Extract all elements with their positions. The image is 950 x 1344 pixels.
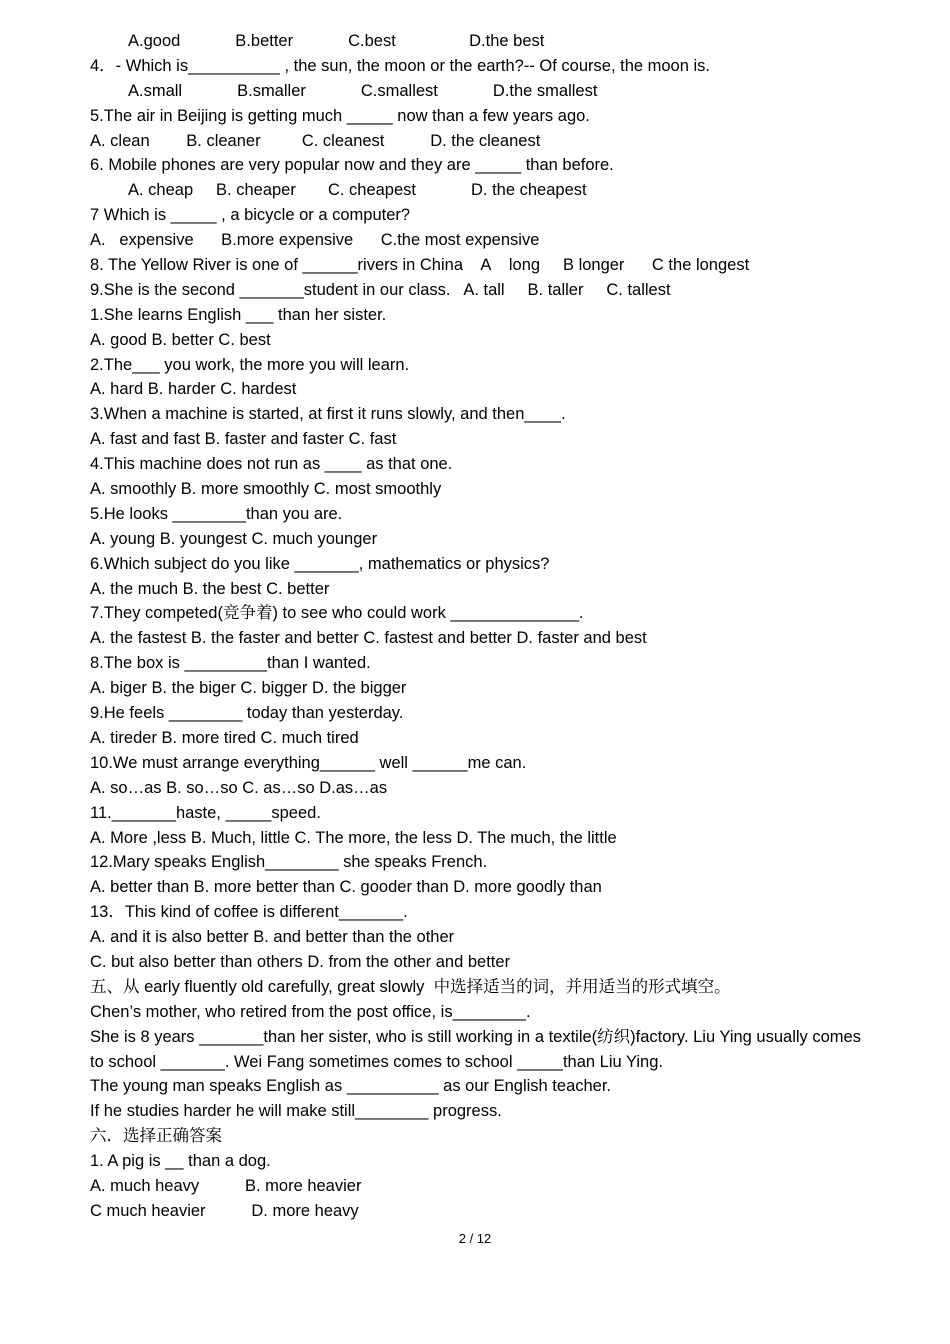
text-line: 6.Which subject do you like _______, mathematics or physics? (90, 554, 550, 573)
text-line: A. smoothly B. more smoothly C. most smoothly (90, 480, 442, 499)
text-line: 7 Which is _____ , a bicycle or a computer? (90, 206, 411, 225)
text-line: 12.Mary speaks English________ she speaks French. (90, 853, 488, 872)
text-line: Chen’s mother, who retired from the post office, is________. (90, 1002, 531, 1021)
text-line: 5.The air in Beijing is getting much _____ now than a few years ago. (90, 106, 590, 125)
text-line: 3.When a machine is started, at first it runs slowly, and then____. (90, 405, 566, 424)
text-line: 8.The box is _________than I wanted. (90, 654, 371, 673)
text-line: 2.The___ you work, the more you will learn. (90, 355, 410, 374)
text-line: A. tireder B. more tired C. much tired (90, 728, 359, 747)
text-line: 1.She learns English ___ than her sister. (90, 305, 387, 324)
text-line: 10.We must arrange everything______ well ______me can. (90, 753, 527, 772)
text-line: 1. A pig is __ than a dog. (90, 1152, 271, 1171)
text-line: A. fast and fast B. faster and faster C. fast (90, 430, 397, 449)
text-line: A. the much B. the best C. better (90, 579, 330, 598)
text-line: 6. Mobile phones are very popular now and they are _____ than before. (90, 156, 614, 175)
text-line: A. better than B. more better than C. gooder than D. more goodly than (90, 878, 602, 897)
text-line: C much heavier D. more heavy (90, 1201, 359, 1220)
text-line: to school _______. Wei Fang sometimes comes to school _____than Liu Ying. (90, 1052, 663, 1071)
text-line: A.small B.smaller C.smallest D.the smallest (128, 81, 598, 100)
text-line: The young man speaks English as __________ as our English teacher. (90, 1077, 612, 1096)
text-line: A. good B. better C. best (90, 330, 271, 349)
text-line: A.good B.better C.best D.the best (128, 32, 545, 50)
text-line: A. young B. youngest C. much younger (90, 529, 378, 548)
text-line: A. cheap B. cheaper C. cheapest D. the cheapest (128, 181, 587, 200)
text-line: 13．This kind of coffee is different_______. (90, 903, 408, 922)
text-line: 7.They competed(竞争着) to see who could work ______________. (90, 604, 584, 623)
text-line: C. but also better than others D. from the other and better (90, 952, 511, 971)
text-line: 4.This machine does not run as ____ as that one. (90, 455, 453, 474)
text-line: 9.He feels ________ today than yesterday. (90, 704, 404, 723)
document-body (90, 29, 920, 1224)
text-line: 5.He looks ________than you are. (90, 504, 343, 523)
text-line: 五、从 early fluently old carefully, great slowly 中选择适当的词，并用适当的形式填空。 (90, 977, 731, 996)
text-line: 8. The Yellow River is one of ______rivers in China A long B longer C the longest (90, 256, 750, 275)
text-line: 11._______haste, _____speed. (90, 803, 321, 822)
text-line: A. so…as B. so…so C. as…so D.as…as (90, 778, 388, 797)
text-line: A. biger B. the biger C. bigger D. the bigger (90, 679, 407, 698)
text-line: 9.She is the second _______student in our class. A. tall B. taller C. tallest (90, 280, 671, 299)
text-line: A. hard B. harder C. hardest (90, 380, 297, 399)
text-line: A. much heavy B. more heavier (90, 1176, 362, 1195)
text-line: If he studies harder he will make still________ progress. (90, 1102, 502, 1121)
text-line: A. the fastest B. the faster and better C. fastest and better D. faster and best (90, 629, 647, 648)
text-line: 六．选择正确答案 (90, 1127, 222, 1146)
text-line: A. and it is also better B. and better than the other (90, 928, 455, 947)
text-line: A. expensive B.more expensive C.the most expensive (90, 231, 540, 250)
text-line: A. More ,less B. Much, little C. The more, the less D. The much, the little (90, 828, 617, 847)
text-line: A. clean B. cleaner C. cleanest D. the cleanest (90, 131, 541, 150)
text-line: She is 8 years _______than her sister, who is still working in a textile(纺织)factory. Liu Ying usually comes (90, 1027, 861, 1046)
text-line: 4．- Which is__________ , the sun, the moon or the earth?-- Of course, the moon is. (90, 56, 710, 75)
page-number: 2 / 12 (458, 1231, 492, 1246)
